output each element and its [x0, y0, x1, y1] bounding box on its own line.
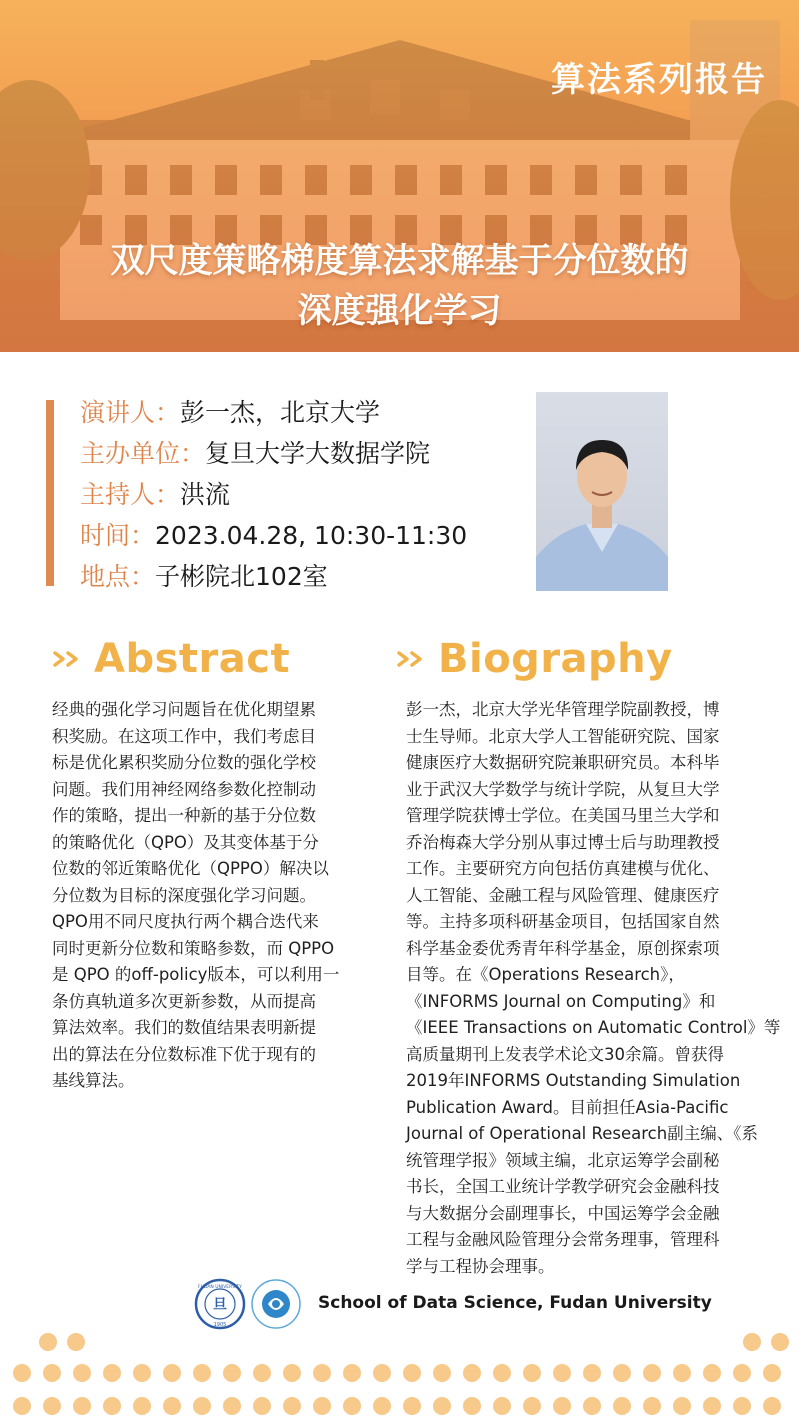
decorative-dot [373, 1397, 391, 1415]
biography-line: 书长，全国工业统计学教学研究会金融科技 [406, 1177, 720, 1196]
decorative-dot [39, 1333, 57, 1351]
biography-heading [396, 636, 673, 692]
abstract-line: 出的算法在分位数标准下优于现有的 [52, 1044, 316, 1064]
biography-line: 2019年INFORMS Outstanding Simulation [406, 1071, 741, 1090]
decorative-dot [283, 1364, 301, 1382]
place-row [80, 556, 467, 597]
abstract-heading-label: Abstract [94, 636, 291, 682]
decorative-dot [771, 1333, 789, 1351]
decorative-dot [283, 1397, 301, 1415]
decorative-dot [163, 1397, 181, 1415]
biography-line: 学与工程协会理事。 [406, 1256, 555, 1276]
speaker-label: 演讲人： [80, 398, 181, 427]
decorative-dot [493, 1364, 511, 1382]
decorative-dot [373, 1364, 391, 1382]
decorative-dot [313, 1364, 331, 1382]
speaker-value: 彭一杰，北京大学 [180, 398, 381, 427]
abstract-line: 问题。我们用神经网络参数化控制动 [52, 779, 316, 799]
decorative-dot [553, 1364, 571, 1382]
decorative-dot [133, 1397, 151, 1415]
speaker-row [80, 392, 467, 433]
info-accent-bar [46, 400, 54, 586]
decorative-dot [253, 1364, 271, 1382]
decorative-dot [403, 1397, 421, 1415]
biography-line: 工作。主要研究方向包括仿真建模与优化、 [406, 859, 720, 878]
biography-line: 工程与金融风险管理分会常务理事，管理科 [406, 1230, 720, 1249]
decorative-dot [163, 1364, 181, 1382]
abstract-line: 算法效率。我们的数值结果表明新提 [52, 1018, 316, 1037]
decorative-dot [253, 1397, 271, 1415]
decorative-dot [613, 1364, 631, 1382]
time-value: 2023.04.28, 10:30-11:30 [155, 521, 468, 550]
biography-line: 人工智能、金融工程与风险管理、健康医疗 [406, 885, 720, 905]
decorative-dot [133, 1364, 151, 1382]
decorative-dot [613, 1397, 631, 1415]
abstract-line: 是 QPO 的off-policy版本，可以利用一 [52, 965, 340, 984]
biography-line: 管理学院获博士学位。在美国马里兰大学和 [406, 806, 720, 825]
decorative-dot [73, 1364, 91, 1382]
decorative-dot [673, 1397, 691, 1415]
biography-line: 《IEEE Transactions on Automatic Control》等 [406, 1018, 781, 1037]
talk-title-line-1: 双尺度策略梯度算法求解基于分位数的 [110, 241, 689, 281]
decorative-dot [743, 1333, 761, 1351]
decorative-dot [223, 1397, 241, 1415]
organizer-value: 复旦大学大数据学院 [205, 439, 431, 468]
decorative-dot [103, 1397, 121, 1415]
decorative-dot [13, 1364, 31, 1382]
decorative-dot [343, 1364, 361, 1382]
double-chevron-icon [396, 649, 426, 669]
decorative-dot [703, 1364, 721, 1382]
abstract-line: 作的策略，提出一种新的基于分位数 [52, 806, 316, 825]
decorative-dot [523, 1364, 541, 1382]
talk-title [0, 236, 799, 336]
biography-line: 士生导师。北京大学人工智能研究院、国家 [406, 726, 720, 746]
decorative-dot [463, 1364, 481, 1382]
fudan-logo-text: FUDAN UNIVERSITY [198, 1285, 242, 1290]
decorative-dot [553, 1397, 571, 1415]
decorative-dot [103, 1364, 121, 1382]
decorative-dot [403, 1364, 421, 1382]
biography-line: 等。主持多项科研基金项目，包括国家自然 [406, 912, 720, 931]
time-row [80, 515, 467, 556]
biography-line: 科学基金委优秀青年科学基金，原创探索项 [406, 938, 720, 958]
abstract-line: 经典的强化学习问题旨在优化期望累 [52, 700, 316, 719]
biography-line: 乔治梅森大学分别从事过博士后与助理教授 [406, 832, 720, 852]
speaker-portrait-illustration [536, 392, 668, 591]
decorative-dot [193, 1364, 211, 1382]
school-name: School of Data Science, Fudan University [318, 1293, 712, 1313]
decorative-dot [763, 1397, 781, 1415]
abstract-line: 同时更新分位数和策略参数，而 QPPO [52, 938, 335, 958]
decorative-dot [433, 1397, 451, 1415]
header-banner [0, 0, 799, 352]
host-value: 洪流 [180, 480, 231, 509]
decorative-dot [43, 1397, 61, 1415]
speaker-photo [536, 392, 668, 591]
series-title: 算法系列报告 [551, 60, 767, 100]
host-row [80, 474, 467, 515]
abstract-line: 标是优化累积奖励分位数的强化学校 [52, 753, 316, 772]
decorative-dot [193, 1397, 211, 1415]
biography-line: 高质量期刊上发表学术论文30余篇。曾获得 [406, 1044, 724, 1064]
decorative-dot [313, 1397, 331, 1415]
talk-info [80, 392, 467, 597]
abstract-line: QPO用不同尺度执行两个耦合迭代来 [52, 912, 319, 931]
host-label: 主持人： [80, 480, 181, 509]
decorative-dot [733, 1397, 751, 1415]
decorative-dot [673, 1364, 691, 1382]
data-science-school-logo [250, 1278, 302, 1330]
decorative-dot [343, 1397, 361, 1415]
decorative-dot [643, 1397, 661, 1415]
decorative-dot [493, 1397, 511, 1415]
talk-title-line-2: 深度强化学习 [297, 291, 502, 331]
place-value: 子彬院北102室 [155, 562, 328, 591]
decorative-dot [523, 1397, 541, 1415]
decorative-dot [583, 1397, 601, 1415]
fudan-university-logo [194, 1278, 246, 1330]
biography-heading-label: Biography [438, 636, 673, 682]
decorative-dot [73, 1397, 91, 1415]
biography-line: 与大数据分会副理事长，中国运筹学会金融 [406, 1203, 720, 1223]
decorative-dot [43, 1364, 61, 1382]
abstract-text [52, 697, 339, 1095]
decorative-dot [463, 1397, 481, 1415]
abstract-line: 分位数为目标的深度强化学习问题。 [52, 885, 316, 905]
decorative-dot [703, 1397, 721, 1415]
svg-text:旦: 旦 [213, 1297, 227, 1313]
abstract-line: 基线算法。 [52, 1071, 135, 1090]
decorative-dot [763, 1364, 781, 1382]
abstract-line: 条仿真轨道多次更新参数，从而提高 [52, 991, 316, 1011]
decorative-dot [583, 1364, 601, 1382]
decorative-dot [13, 1397, 31, 1415]
organizer-label: 主办单位： [80, 439, 206, 468]
decorative-dot [643, 1364, 661, 1382]
biography-line: 彭一杰，北京大学光华管理学院副教授，博 [406, 700, 720, 719]
decorative-dot-pattern [0, 1330, 799, 1422]
biography-line: 业于武汉大学数学与统计学院，从复旦大学 [406, 779, 720, 799]
fudan-logo-year: 1905 [213, 1322, 227, 1328]
time-label: 时间： [80, 521, 156, 550]
decorative-dot [433, 1364, 451, 1382]
decorative-dot [733, 1364, 751, 1382]
biography-line: 统管理学报》领域主编，北京运筹学会副秘 [406, 1150, 720, 1170]
decorative-dot [67, 1333, 85, 1351]
biography-line: 健康医疗大数据研究院兼职研究员。本科毕 [406, 753, 720, 772]
abstract-line: 积奖励。在这项工作中，我们考虑目 [52, 726, 316, 746]
decorative-dot [223, 1364, 241, 1382]
organizer-row [80, 433, 467, 474]
biography-line: Publication Award。目前担任Asia-Pacific [406, 1097, 729, 1117]
biography-line: 《INFORMS Journal on Computing》和 [406, 991, 716, 1011]
abstract-heading [52, 636, 290, 692]
abstract-line: 位数的邻近策略优化（QPPO）解决以 [52, 859, 329, 878]
biography-line: 目等。在《Operations Research》， [406, 965, 685, 984]
double-chevron-icon [52, 649, 82, 669]
abstract-line: 的策略优化（QPO）及其变体基于分 [52, 832, 319, 852]
biography-line: Journal of Operational Research副主编、《系 [406, 1124, 758, 1143]
place-label: 地点： [80, 562, 156, 591]
biography-text [406, 697, 780, 1280]
